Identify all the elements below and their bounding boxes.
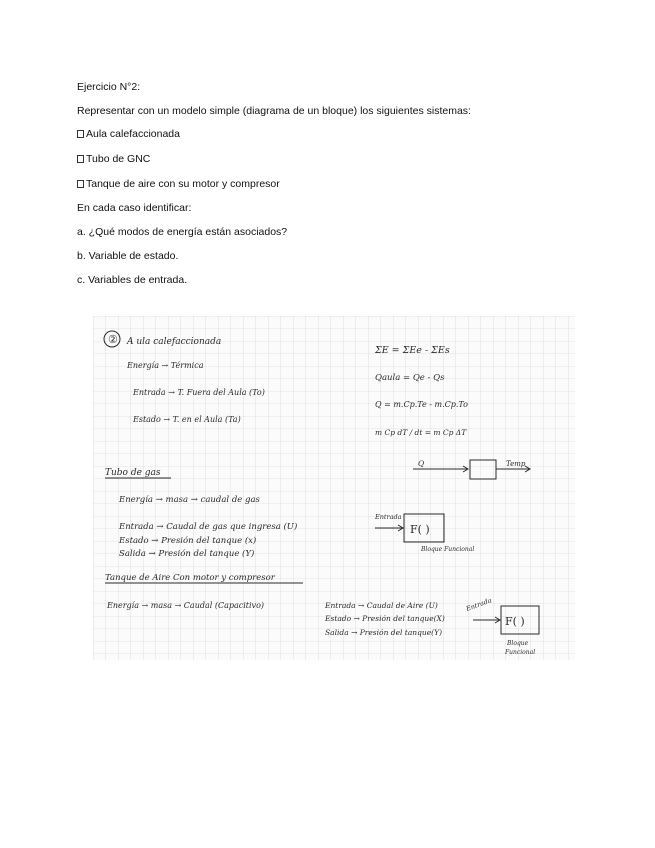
s3-output: Salida → Presión del tanque(Y) bbox=[325, 628, 442, 637]
block3-caption-line2: Funcional bbox=[505, 649, 536, 656]
system-label: Tubo de GNC bbox=[86, 153, 151, 165]
s2-energy: Energía → masa → caudal de gas bbox=[119, 495, 260, 505]
section-number: ② bbox=[108, 333, 118, 346]
block2-caption: Bloque Funcional bbox=[421, 546, 475, 553]
question-b: b. Variable de estado. bbox=[77, 250, 179, 262]
heat-balance-eq: Qaula = Qe - Qs bbox=[375, 373, 445, 383]
system-label: Tanque de aire con su motor y compresor bbox=[86, 178, 280, 190]
block3-caption-line1: Bloque bbox=[507, 640, 529, 647]
system-item-1 bbox=[77, 128, 180, 140]
checkbox-icon bbox=[77, 155, 84, 163]
system-item-2 bbox=[77, 153, 150, 165]
block1-output-label: Temp bbox=[506, 460, 526, 468]
differential-eq: m Cp dT / dt = m Cp ΔT bbox=[375, 428, 467, 437]
s2-state: Estado → Presión del tanque (x) bbox=[119, 536, 257, 546]
question-c: c. Variables de entrada. bbox=[77, 274, 188, 286]
exercise-title: Ejercicio N°2: bbox=[77, 81, 141, 93]
system-item-3 bbox=[77, 178, 280, 190]
s3-input: Entrada → Caudal de Aire (U) bbox=[325, 601, 438, 610]
s3-title: Tanque de Aire Con motor y compresor bbox=[105, 573, 275, 583]
s1-title: A ula calefaccionada bbox=[127, 337, 222, 347]
block2-input-label: Entrada bbox=[375, 513, 402, 521]
block2-function: F( ) bbox=[410, 523, 430, 536]
question-a: a. ¿Qué modos de energía están asociados? bbox=[77, 226, 288, 238]
energy-balance-eq: ΣE = ΣEe - ΣEs bbox=[375, 345, 450, 356]
checkbox-icon bbox=[77, 130, 84, 138]
s1-input: Entrada → T. Fuera del Aula (To) bbox=[133, 388, 265, 397]
s2-title: Tubo de gas bbox=[105, 468, 161, 478]
system-label: Aula calefaccionada bbox=[86, 128, 180, 140]
block1-input-label: Q bbox=[418, 459, 425, 468]
s2-input: Entrada → Caudal de gas que ingresa (U) bbox=[119, 522, 298, 532]
s1-state: Estado → T. en el Aula (Ta) bbox=[133, 415, 241, 424]
checkbox-icon bbox=[77, 180, 84, 188]
exercise-instruction: Representar con un modelo simple (diagrama de un bloque) los siguientes sistemas: bbox=[77, 105, 471, 117]
s2-output: Salida → Presión del tanque (Y) bbox=[119, 549, 255, 559]
identify-prompt: En cada caso identificar: bbox=[77, 202, 192, 214]
block3-input-label: Entrada bbox=[464, 596, 493, 613]
block3-function: F( ) bbox=[505, 615, 525, 628]
handwritten-notes-scan bbox=[93, 316, 575, 660]
s1-energy: Energía → Térmica bbox=[127, 361, 204, 370]
s3-state: Estado → Presión del tanque(X) bbox=[325, 614, 445, 623]
heat-flow-eq: Q = m.Cp.Te - m.Cp.To bbox=[375, 400, 468, 409]
s3-energy: Energía → masa → Caudal (Capacitivo) bbox=[107, 601, 265, 610]
